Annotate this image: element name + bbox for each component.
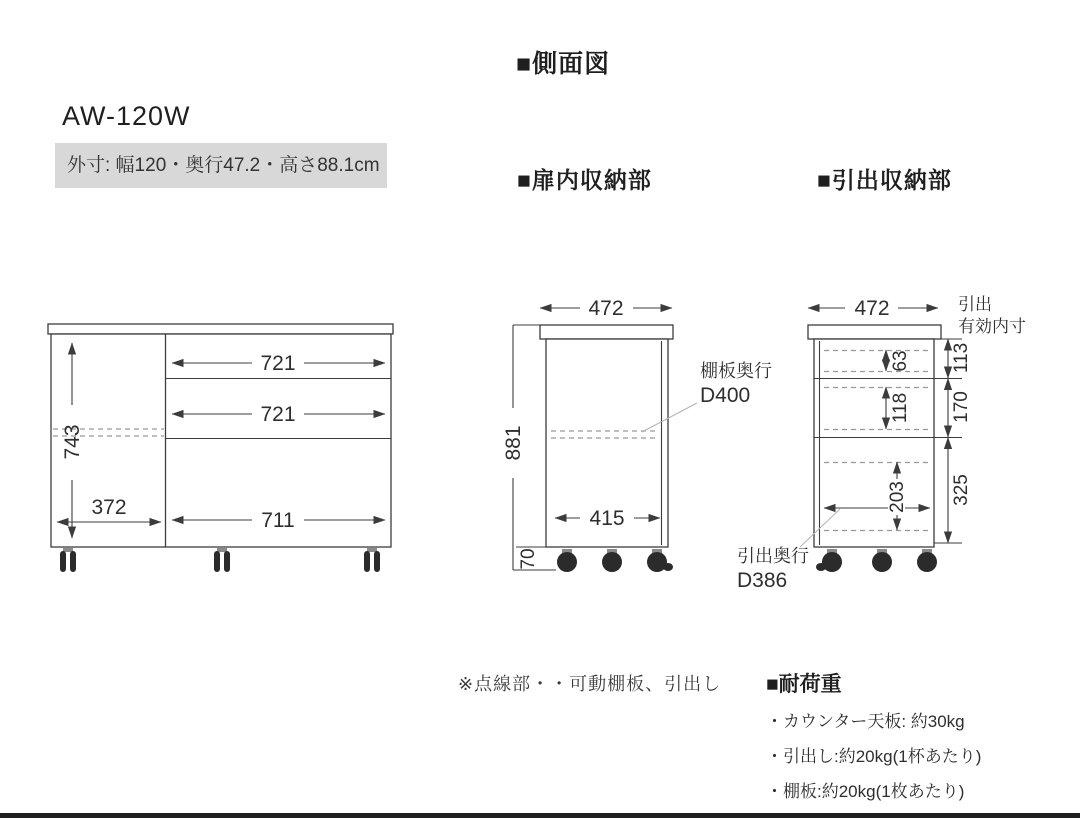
shelf-depth-label: 棚板奥行 bbox=[700, 361, 772, 381]
load-capacity-block bbox=[766, 668, 981, 812]
drawer-view-casters bbox=[816, 549, 937, 572]
front-caster-right bbox=[364, 548, 380, 572]
drawer-depth-label: 引出奥行 bbox=[737, 546, 809, 566]
load-capacity-title: ■耐荷重 bbox=[766, 673, 842, 696]
front-dim-bottom-shelf: 711 bbox=[261, 509, 295, 532]
dotted-line-note: ※点線部・・可動棚板、引出し bbox=[458, 674, 722, 694]
front-caster-center bbox=[214, 548, 230, 572]
door-dim-height: 881 bbox=[502, 425, 525, 461]
outer-dimensions-box: 外寸: 幅120・奥行47.2・高さ88.1cm bbox=[55, 143, 387, 188]
door-view-casters bbox=[557, 549, 673, 572]
front-dim-door-width: 372 bbox=[91, 496, 127, 519]
door-dim-caster-height: 70 bbox=[518, 548, 539, 570]
front-view-drawing bbox=[48, 324, 393, 572]
load-capacity-item-shelf: ・棚板:約20kg(1枚あたり) bbox=[766, 782, 965, 801]
drawer-dim-outer-113: 113 bbox=[951, 342, 972, 374]
door-side-view-drawing bbox=[502, 297, 772, 572]
drawer-annotation-line1: 引出 bbox=[958, 295, 992, 314]
drawer-side-view-drawing bbox=[737, 295, 1026, 592]
page-title: ■側面図 bbox=[516, 50, 611, 78]
drawer-dim-inner-63: 63 bbox=[890, 350, 911, 372]
drawer-dim-width: 472 bbox=[854, 297, 890, 320]
front-caster-left bbox=[60, 548, 76, 572]
front-dim-mid-shelf: 721 bbox=[260, 403, 296, 426]
bottom-border-bar bbox=[0, 813, 1080, 818]
drawer-annotation-line2: 有効内寸 bbox=[958, 317, 1026, 336]
drawer-depth-value: D386 bbox=[737, 569, 788, 592]
front-dim-height: 743 bbox=[61, 424, 84, 460]
drawer-section-header: ■引出収納部 bbox=[817, 167, 952, 193]
door-dim-width: 472 bbox=[588, 297, 624, 320]
door-section-header: ■扉内収納部 bbox=[517, 167, 652, 193]
drawer-dim-outer-170: 170 bbox=[951, 391, 972, 423]
load-capacity-item-drawer: ・引出し:約20kg(1杯あたり) bbox=[766, 747, 982, 766]
drawer-dim-inner-118: 118 bbox=[890, 392, 911, 424]
model-number: AW-120W bbox=[62, 101, 191, 131]
door-dim-inner-width: 415 bbox=[589, 507, 625, 530]
front-dim-top-shelf: 721 bbox=[260, 352, 296, 375]
drawer-dim-outer-325: 325 bbox=[951, 474, 972, 506]
shelf-depth-value: D400 bbox=[700, 384, 751, 407]
load-capacity-item-counter: ・カウンター天板: 約30kg bbox=[766, 712, 965, 731]
drawer-dim-inner-203: 203 bbox=[887, 481, 908, 513]
